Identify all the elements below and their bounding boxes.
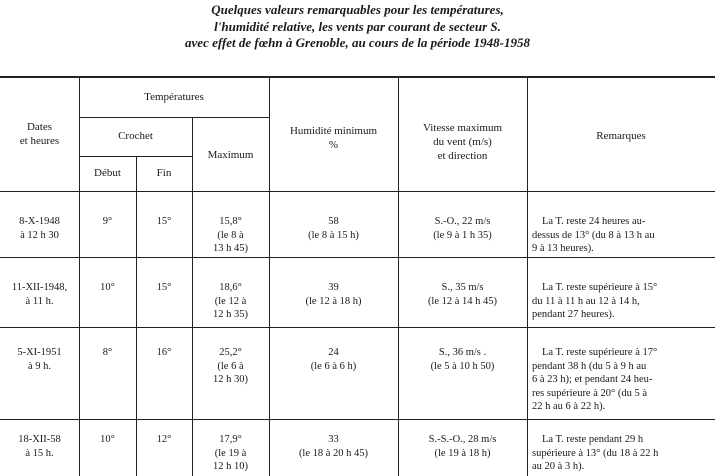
row-divider — [0, 257, 715, 258]
table-row-4-date: 18-XII-58 à 15 h. — [18, 434, 61, 459]
table-row-1-fin: 15° — [156, 216, 172, 227]
table-row-4-remarques: La T. reste pendant 29 h supérieure à 13° (du 18 à 22 h au 20 à 3 h). — [532, 434, 659, 472]
title-line-3: avec effet de fœhn à Grenoble, au cours de la période 1948-1958 — [185, 35, 530, 50]
table-row-3-maximum: 25,2° (le 6 à 12 h 30) — [213, 347, 248, 385]
header-vitesse: Vitesse maximum du vent (m/s) et direction — [422, 122, 503, 162]
header-debut: Début — [94, 167, 121, 179]
header-remarques: Remarques — [596, 130, 646, 142]
column-divider — [136, 156, 137, 476]
table-row-2-fin: 15° — [156, 282, 172, 293]
table-row-3-debut: 8° — [102, 347, 113, 358]
header-bottom-rule — [0, 191, 715, 192]
table-row-4-humidite: 33 (le 18 à 20 h 45) — [298, 434, 369, 459]
title-line-1: Quelques valeurs remarquables pour les températures, — [211, 2, 504, 17]
table-row-1-vent: S.-O., 22 m/s (le 9 à 1 h 35) — [433, 216, 492, 241]
header-temperatures: Températures — [144, 91, 204, 103]
table-row-1-debut: 9° — [102, 216, 113, 227]
table-row-2-humidite: 39 (le 12 à 18 h) — [305, 282, 362, 307]
table-row-3-fin: 16° — [156, 347, 172, 358]
table-row-2-remarques: La T. reste supérieure à 15° du 11 à 11 h au 12 à 14 h, pendant 27 heures). — [532, 282, 658, 320]
table-row-4-maximum: 17,9° (le 19 à 12 h 10) — [213, 434, 248, 472]
table-row-2-vent: S., 35 m/s (le 12 à 14 h 45) — [427, 282, 498, 307]
table-row-4-vent: S.-S.-O., 28 m/s (le 19 à 18 h) — [428, 434, 497, 459]
header-dates: Dates et heures — [19, 121, 60, 147]
table-row-3-remarques: La T. reste supérieure à 17° pendant 38 h (du 5 à 9 h au 6 à 23 h); et pendant 24 heu- res supérieure à 20° (du 5 à 22 h au 6 à 22 h). — [532, 347, 658, 412]
table-row-1-remarques: La T. reste 24 heures au- dessus de 13° (du 8 à 13 h au 9 à 13 heures). — [532, 216, 655, 254]
table-row-1-date: 8-X-1948 à 12 h 30 — [19, 216, 60, 241]
table-row-3-vent: S., 36 m/s . (le 5 à 10 h 50) — [430, 347, 495, 372]
table-title — [0, 2, 715, 52]
table-row-1-maximum: 15,8° (le 8 à 13 h 45) — [213, 216, 248, 254]
table-row-2-maximum: 18,6° (le 12 à 12 h 35) — [213, 282, 248, 320]
row-divider — [0, 419, 715, 420]
header-humidite: Humidité minimum % — [289, 125, 378, 151]
table-row-3-date: 5-XI-1951 à 9 h. — [17, 347, 62, 372]
header-fin: Fin — [156, 167, 172, 179]
table-row-2-date: 11-XII-1948, à 11 h. — [11, 282, 68, 307]
table-top-rule — [0, 76, 715, 78]
row-divider — [0, 327, 715, 328]
header-maximum: Maximum — [207, 149, 254, 161]
table-row-4-fin: 12° — [156, 434, 172, 445]
table-row-1-humidite: 58 (le 8 à 15 h) — [308, 216, 359, 241]
header-crochet: Crochet — [118, 130, 153, 142]
table-row-4-debut: 10° — [100, 434, 115, 445]
table-row-3-humidite: 24 (le 6 à 6 h) — [310, 347, 357, 372]
title-line-2: l'humidité relative, les vents par courant de secteur S. — [214, 18, 501, 34]
table-row-2-debut: 10° — [100, 282, 115, 293]
temperatures-underline — [79, 117, 269, 118]
